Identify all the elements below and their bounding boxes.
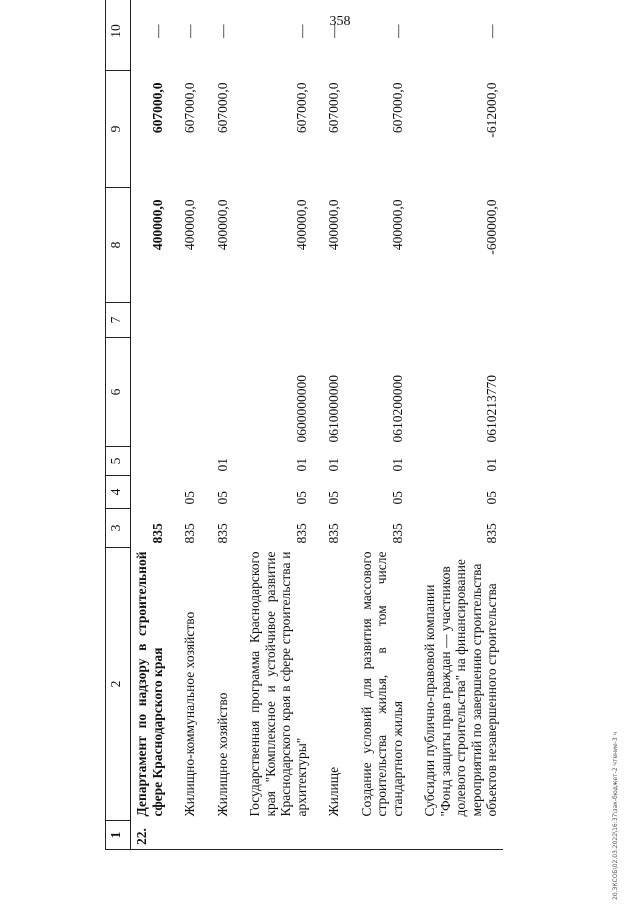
cell-col-5: 01 (389, 458, 405, 472)
cell-col-5: 01 (293, 458, 309, 472)
table-row (131, 0, 169, 850)
cell-col-5: 01 (484, 458, 500, 472)
cell-col-6 (168, 338, 201, 447)
cell-col-8: -600000,0 (484, 199, 500, 255)
row-name: Жилище (326, 766, 342, 817)
cell-col-5 (168, 447, 201, 476)
header-col-9: 9 (106, 71, 131, 188)
cell-col-4: 05 (214, 491, 230, 505)
cell-col-9: 607000,0 (214, 82, 230, 134)
cell-col-7 (201, 303, 234, 338)
table-row (312, 0, 345, 850)
cell-col-10: — (131, 0, 169, 71)
cell-col-3: 835 (484, 523, 500, 544)
cell-col-3: 835 (326, 523, 342, 544)
table-row (201, 0, 234, 850)
header-row (106, 0, 131, 850)
cell-col-7 (131, 303, 169, 338)
row-name: Субсидии публично-правовой компании "Фонд защиты прав граждан — участников долевого строительства" на финансирование мероприятий по завершению строительства объектов незавершенного строительства (422, 559, 500, 817)
budget-table (105, 0, 503, 850)
table-row (345, 0, 409, 850)
cell-col-4: 05 (293, 491, 309, 505)
cell-col-7 (233, 303, 312, 338)
cell-col-9: -612000,0 (484, 82, 500, 138)
budget-table-rotated (105, 24, 585, 850)
cell-col-5: 01 (326, 458, 342, 472)
cell-col-9: 607000,0 (293, 82, 309, 134)
page-number: 358 (329, 14, 351, 29)
cell-col-7 (168, 303, 201, 338)
row-number (201, 821, 234, 850)
cell-col-4: 05 (484, 491, 500, 505)
cell-col-3: 835 (182, 523, 198, 544)
header-col-5: 5 (106, 447, 131, 476)
cell-col-4: 05 (326, 491, 342, 505)
header-col-1: 1 (106, 821, 131, 850)
row-number (408, 821, 503, 850)
cell-col-5 (131, 447, 169, 476)
cell-col-10: — (168, 0, 201, 71)
cell-col-8: 400000,0 (389, 199, 405, 251)
cell-col-5: 01 (214, 458, 230, 472)
cell-col-10: — (312, 0, 345, 71)
cell-col-8: 400000,0 (293, 199, 309, 251)
cell-col-9: 607000,0 (149, 82, 165, 134)
cell-col-3: 835 (214, 523, 230, 544)
row-name: Жилищное хозяйство (214, 692, 230, 817)
header-col-4: 4 (106, 476, 131, 509)
row-number (345, 821, 409, 850)
cell-col-10: — (233, 0, 312, 71)
header-col-7: 7 (106, 303, 131, 338)
row-name: Департамент по надзору в строительной сфере Краснодарского края (134, 551, 165, 817)
header-col-6: 6 (106, 338, 131, 447)
header-col-10: 10 (106, 0, 131, 71)
cell-col-6 (131, 338, 169, 447)
row-number: 22. (131, 821, 169, 850)
cell-col-10: — (408, 0, 503, 71)
row-number (168, 821, 201, 850)
cell-col-3: 835 (389, 523, 405, 544)
cell-col-8: 400000,0 (214, 199, 230, 251)
row-number (312, 821, 345, 850)
cell-col-9: 607000,0 (326, 82, 342, 134)
row-number (233, 821, 312, 850)
cell-col-6: 0610213770 (484, 375, 500, 443)
cell-col-9: 607000,0 (182, 82, 198, 134)
cell-col-3: 835 (293, 523, 309, 544)
cell-col-8: 400000,0 (149, 199, 165, 251)
cell-col-4: 05 (389, 491, 405, 505)
row-name: Государственная программа Краснодарского края "Комплексное и устойчивое развитие Краснодарского края в сфере строительства и архитектуры" (247, 551, 309, 817)
cell-col-3: 835 (149, 523, 165, 544)
header-col-2: 2 (106, 548, 131, 821)
cell-col-9: 607000,0 (389, 82, 405, 134)
cell-col-4: 05 (182, 491, 198, 505)
table-row (408, 0, 503, 850)
table-row (168, 0, 201, 850)
header-col-3: 3 (106, 509, 131, 548)
cell-col-6: 0610200000 (389, 375, 405, 443)
cell-col-7 (345, 303, 409, 338)
footer-file-note: 20.ЗКСОБ\02.03.2022\16:37\зак-бюджет-2 чтение-3 ч (612, 731, 619, 900)
row-name: Жилищно-коммунальное хозяйство (182, 611, 198, 817)
cell-col-6 (201, 338, 234, 447)
header-col-8: 8 (106, 188, 131, 303)
cell-col-6: 0600000000 (293, 375, 309, 443)
cell-col-7 (408, 303, 503, 338)
cell-col-4 (131, 476, 169, 509)
cell-col-8: 400000,0 (326, 199, 342, 251)
row-name: Создание условий для развития массового строительства жилья, в том числе стандартного жилья (358, 551, 405, 817)
cell-col-10: — (345, 0, 409, 71)
cell-col-7 (312, 303, 345, 338)
cell-col-10: — (201, 0, 234, 71)
cell-col-8: 400000,0 (182, 199, 198, 251)
cell-col-6: 0610000000 (326, 375, 342, 443)
table-row (233, 0, 312, 850)
